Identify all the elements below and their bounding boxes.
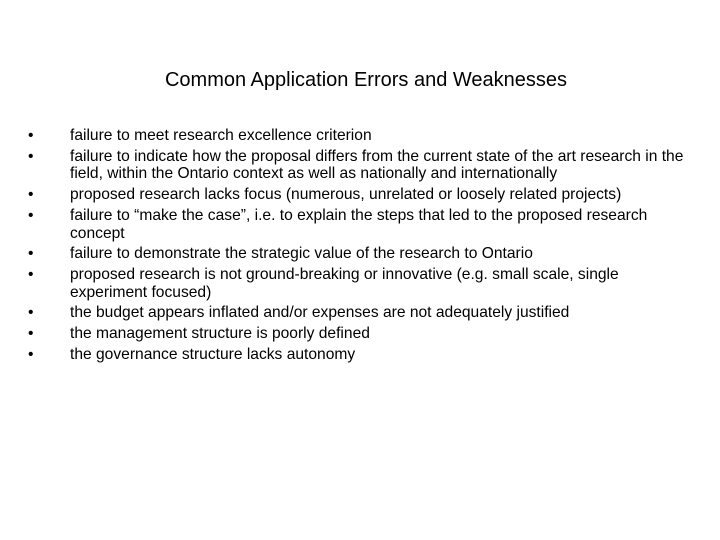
list-item bbox=[28, 127, 688, 145]
list-item-text: failure to demonstrate the strategic value of the research to Ontario bbox=[70, 245, 533, 263]
bullet-icon: • bbox=[28, 147, 34, 165]
bullet-icon: • bbox=[28, 266, 34, 284]
bullet-icon: • bbox=[28, 127, 34, 144]
list-item bbox=[28, 304, 688, 322]
bullet-icon: • bbox=[28, 186, 34, 204]
bullet-icon: • bbox=[28, 206, 34, 224]
bullet-icon: • bbox=[28, 304, 34, 322]
list-item bbox=[28, 346, 688, 364]
list-item-text: failure to meet research excellence criterion bbox=[70, 127, 372, 144]
list-item bbox=[28, 325, 688, 343]
list-item bbox=[28, 266, 688, 301]
list-item bbox=[28, 148, 688, 183]
slide-title: Common Application Errors and Weaknesses bbox=[164, 69, 568, 91]
list-item-text: the management structure is poorly defined bbox=[70, 325, 370, 343]
list-item-text: failure to “make the case”, i.e. to explain the steps that led to the proposed research concept bbox=[70, 206, 648, 242]
bullet-icon: • bbox=[28, 245, 34, 263]
bullet-icon: • bbox=[28, 325, 34, 343]
list-item bbox=[28, 186, 688, 204]
list-item-text: the governance structure lacks autonomy bbox=[70, 346, 356, 364]
list-item-text: proposed research is not ground-breaking or innovative (e.g. small scale, single experiment focused) bbox=[70, 266, 619, 301]
list-item bbox=[28, 245, 688, 263]
list-item-text: proposed research lacks focus (numerous, unrelated or loosely related projects) bbox=[70, 186, 622, 204]
list-item-text: the budget appears inflated and/or expenses are not adequately justified bbox=[70, 304, 570, 322]
bullet-list bbox=[28, 127, 688, 367]
list-item-text: failure to indicate how the proposal differs from the current state of the art research in the field, within the Ontario context as well as nationally and internationally bbox=[70, 147, 684, 183]
list-item bbox=[28, 207, 688, 242]
bullet-icon: • bbox=[28, 346, 34, 364]
